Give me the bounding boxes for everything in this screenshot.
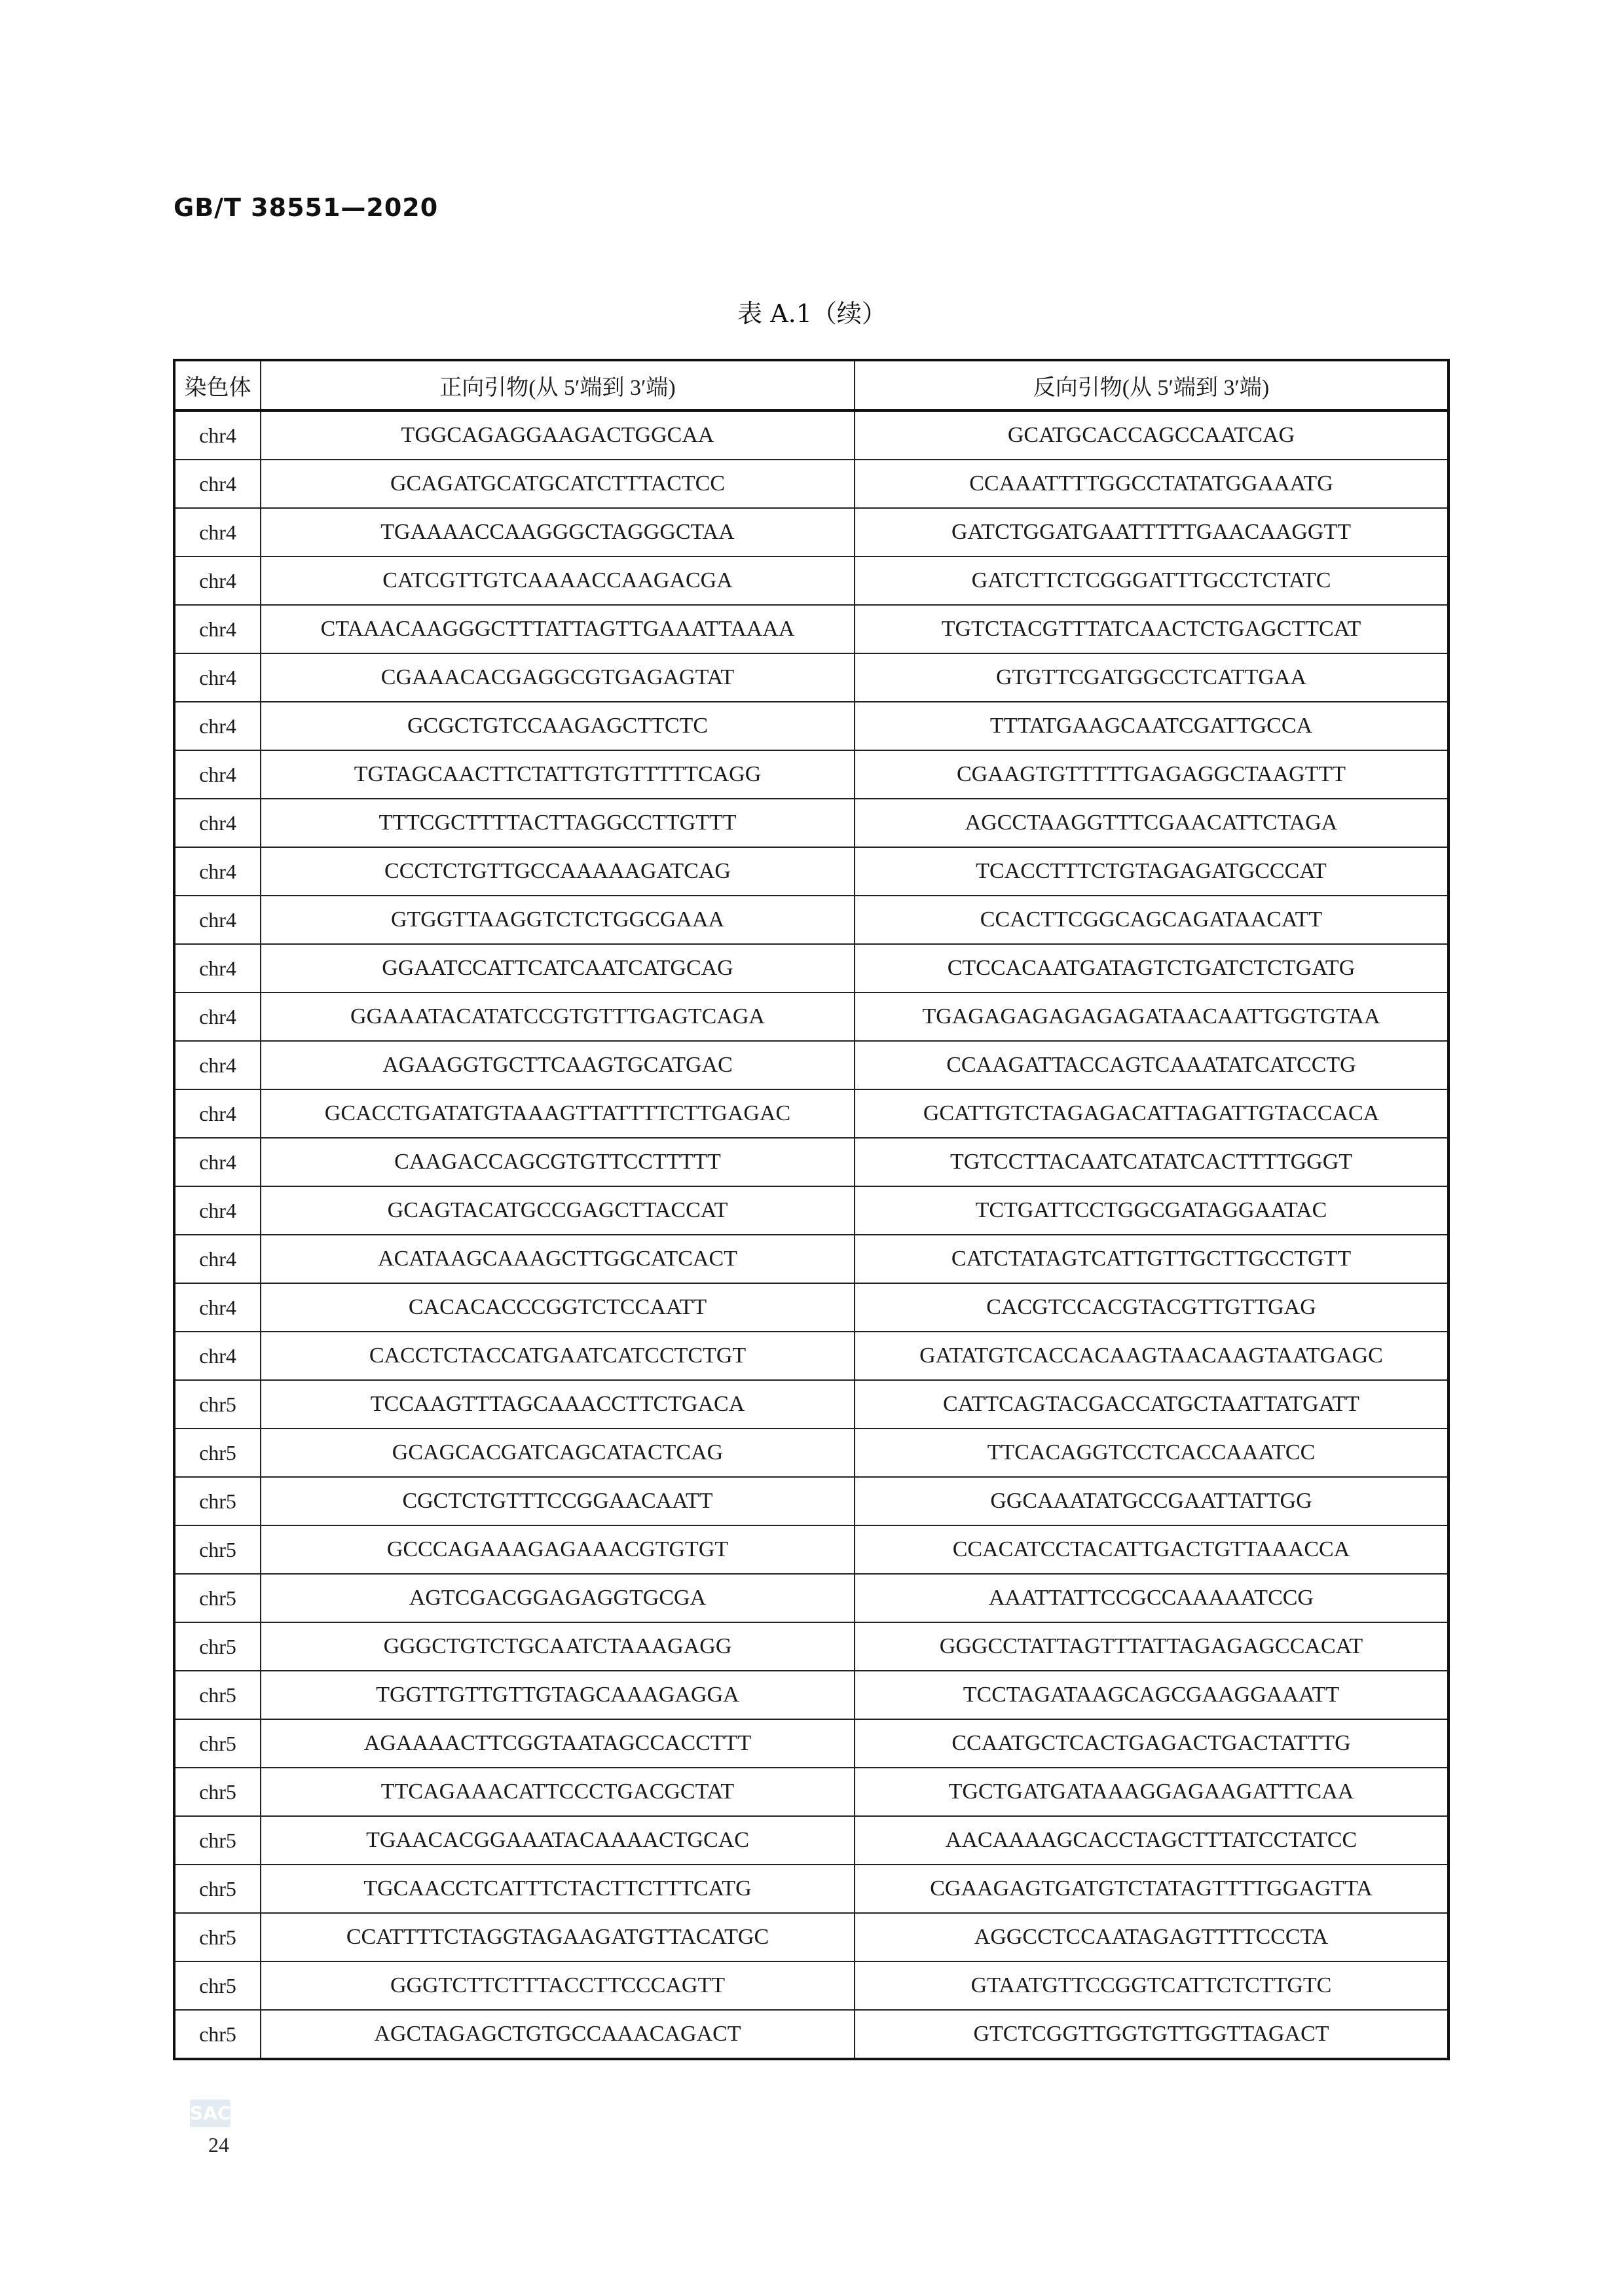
chromosome-cell: chr5 xyxy=(174,1671,261,1719)
chromosome-cell: chr5 xyxy=(174,1574,261,1622)
forward-primer-cell: AGCTAGAGCTGTGCCAAACAGACT xyxy=(261,2010,855,2059)
reverse-primer-cell: CGAAGTGTTTTTGAGAGGCTAAGTTT xyxy=(855,750,1449,799)
forward-primer-cell: GTGGTTAAGGTCTCTGGCGAAA xyxy=(261,896,855,944)
table-row xyxy=(174,1332,1449,1380)
table-row xyxy=(174,1865,1449,1913)
reverse-primer-cell: TCACCTTTCTGTAGAGATGCCCAT xyxy=(855,847,1449,896)
reverse-primer-cell: GCATTGTCTAGAGACATTAGATTGTACCACA xyxy=(855,1089,1449,1138)
chromosome-cell: chr4 xyxy=(174,1089,261,1138)
chromosome-cell: chr4 xyxy=(174,556,261,605)
header-reverse-primer: 反向引物(从 5′端到 3′端) xyxy=(855,360,1449,410)
chromosome-cell: chr4 xyxy=(174,410,261,460)
table-row xyxy=(174,1283,1449,1332)
forward-primer-cell: TGAAAACCAAGGGCTAGGGCTAA xyxy=(261,508,855,556)
table-row xyxy=(174,799,1449,847)
header-forward-primer: 正向引物(从 5′端到 3′端) xyxy=(261,360,855,410)
forward-primer-cell: TGGCAGAGGAAGACTGGCAA xyxy=(261,410,855,460)
table-row xyxy=(174,653,1449,702)
reverse-primer-cell: CACGTCCACGTACGTTGTTGAG xyxy=(855,1283,1449,1332)
table-row xyxy=(174,508,1449,556)
standard-code: GB/T 38551—2020 xyxy=(174,193,439,222)
reverse-primer-cell: AACAAAAGCACCTAGCTTTATCCTATCC xyxy=(855,1816,1449,1865)
forward-primer-cell: TGCAACCTCATTTCTACTTCTTTCATG xyxy=(261,1865,855,1913)
table-body xyxy=(174,410,1449,2059)
forward-primer-cell: TCCAAGTTTAGCAAACCTTCTGACA xyxy=(261,1380,855,1429)
forward-primer-cell: CCCTCTGTTGCCAAAAAGATCAG xyxy=(261,847,855,896)
table-row xyxy=(174,1913,1449,1961)
chromosome-cell: chr4 xyxy=(174,944,261,993)
forward-primer-cell: GCAGTACATGCCGAGCTTACCAT xyxy=(261,1186,855,1235)
reverse-primer-cell: CATCTATAGTCATTGTTGCTTGCCTGTT xyxy=(855,1235,1449,1283)
sac-logo: SAC xyxy=(190,2100,231,2127)
table-row xyxy=(174,1574,1449,1622)
reverse-primer-cell: GATATGTCACCACAAGTAACAAGTAATGAGC xyxy=(855,1332,1449,1380)
forward-primer-cell: CCATTTTCTAGGTAGAAGATGTTACATGC xyxy=(261,1913,855,1961)
table-row xyxy=(174,1525,1449,1574)
reverse-primer-cell: CTCCACAATGATAGTCTGATCTCTGATG xyxy=(855,944,1449,993)
table-row xyxy=(174,556,1449,605)
reverse-primer-cell: TTCACAGGTCCTCACCAAATCC xyxy=(855,1429,1449,1477)
reverse-primer-cell: TGTCCTTACAATCATATCACTTTTGGGT xyxy=(855,1138,1449,1186)
table-caption: 表 A.1（续） xyxy=(737,299,887,328)
reverse-primer-cell: GTAATGTTCCGGTCATTCTCTTGTC xyxy=(855,1961,1449,2010)
forward-primer-cell: GGGCTGTCTGCAATCTAAAGAGG xyxy=(261,1622,855,1671)
reverse-primer-cell: TGAGAGAGAGAGAGATAACAATTGGTGTAA xyxy=(855,993,1449,1041)
reverse-primer-cell: CCAAGATTACCAGTCAAATATCATCCTG xyxy=(855,1041,1449,1089)
table-row xyxy=(174,1380,1449,1429)
chromosome-cell: chr5 xyxy=(174,1525,261,1574)
table-row xyxy=(174,1961,1449,2010)
chromosome-cell: chr5 xyxy=(174,1913,261,1961)
chromosome-cell: chr4 xyxy=(174,993,261,1041)
forward-primer-cell: GGGTCTTCTTTACCTTCCCAGTT xyxy=(261,1961,855,2010)
forward-primer-cell: GGAAATACATATCCGTGTTTGAGTCAGA xyxy=(261,993,855,1041)
forward-primer-cell: TTCAGAAACATTCCCTGACGCTAT xyxy=(261,1768,855,1816)
forward-primer-cell: GCAGATGCATGCATCTTTACTCC xyxy=(261,460,855,508)
chromosome-cell: chr5 xyxy=(174,1380,261,1429)
table-row xyxy=(174,1622,1449,1671)
forward-primer-cell: AGAAGGTGCTTCAAGTGCATGAC xyxy=(261,1041,855,1089)
chromosome-cell: chr4 xyxy=(174,1041,261,1089)
table-row xyxy=(174,702,1449,750)
chromosome-cell: chr4 xyxy=(174,653,261,702)
forward-primer-cell: TGGTTGTTGTTGTAGCAAAGAGGA xyxy=(261,1671,855,1719)
table-row xyxy=(174,993,1449,1041)
chromosome-cell: chr5 xyxy=(174,1865,261,1913)
forward-primer-cell: AGAAAACTTCGGTAATAGCCACCTTT xyxy=(261,1719,855,1768)
table-row xyxy=(174,1477,1449,1525)
chromosome-cell: chr4 xyxy=(174,508,261,556)
reverse-primer-cell: TCTGATTCCTGGCGATAGGAATAC xyxy=(855,1186,1449,1235)
reverse-primer-cell: CCAAATTTTGGCCTATATGGAAATG xyxy=(855,460,1449,508)
reverse-primer-cell: GATCTGGATGAATTTTTGAACAAGGTT xyxy=(855,508,1449,556)
reverse-primer-cell: GTGTTCGATGGCCTCATTGAA xyxy=(855,653,1449,702)
forward-primer-cell: GCAGCACGATCAGCATACTCAG xyxy=(261,1429,855,1477)
table-row xyxy=(174,2010,1449,2059)
chromosome-cell: chr4 xyxy=(174,847,261,896)
header-row xyxy=(174,360,1449,410)
table-row xyxy=(174,1138,1449,1186)
table-header xyxy=(174,360,1449,410)
table-row xyxy=(174,1429,1449,1477)
forward-primer-cell: CACCTCTACCATGAATCATCCTCTGT xyxy=(261,1332,855,1380)
chromosome-cell: chr4 xyxy=(174,702,261,750)
forward-primer-cell: CGCTCTGTTTCCGGAACAATT xyxy=(261,1477,855,1525)
forward-primer-cell: GCCCAGAAAGAGAAACGTGTGT xyxy=(261,1525,855,1574)
chromosome-cell: chr5 xyxy=(174,1429,261,1477)
table-row xyxy=(174,1041,1449,1089)
primer-table xyxy=(173,359,1450,2060)
chromosome-cell: chr4 xyxy=(174,605,261,653)
chromosome-cell: chr4 xyxy=(174,1332,261,1380)
reverse-primer-cell: GTCTCGGTTGGTGTTGGTTAGACT xyxy=(855,2010,1449,2059)
chromosome-cell: chr5 xyxy=(174,1622,261,1671)
chromosome-cell: chr4 xyxy=(174,1235,261,1283)
reverse-primer-cell: CGAAGAGTGATGTCTATAGTTTTGGAGTTA xyxy=(855,1865,1449,1913)
forward-primer-cell: GCGCTGTCCAAGAGCTTCTC xyxy=(261,702,855,750)
chromosome-cell: chr5 xyxy=(174,1961,261,2010)
reverse-primer-cell: AGGCCTCCAATAGAGTTTTCCCTA xyxy=(855,1913,1449,1961)
reverse-primer-cell: TGTCTACGTTTATCAACTCTGAGCTTCAT xyxy=(855,605,1449,653)
reverse-primer-cell: TGCTGATGATAAAGGAGAAGATTTCAA xyxy=(855,1768,1449,1816)
reverse-primer-cell: GGGCCTATTAGTTTATTAGAGAGCCACAT xyxy=(855,1622,1449,1671)
chromosome-cell: chr5 xyxy=(174,2010,261,2059)
reverse-primer-cell: CCAATGCTCACTGAGACTGACTATTTG xyxy=(855,1719,1449,1768)
chromosome-cell: chr5 xyxy=(174,1816,261,1865)
chromosome-cell: chr4 xyxy=(174,1186,261,1235)
table-row xyxy=(174,1768,1449,1816)
table-row xyxy=(174,410,1449,460)
forward-primer-cell: CTAAACAAGGGCTTTATTAGTTGAAATTAAAA xyxy=(261,605,855,653)
chromosome-cell: chr5 xyxy=(174,1477,261,1525)
reverse-primer-cell: GATCTTCTCGGGATTTGCCTCTATC xyxy=(855,556,1449,605)
table-row xyxy=(174,605,1449,653)
forward-primer-cell: GCACCTGATATGTAAAGTTATTTTCTTGAGAC xyxy=(261,1089,855,1138)
forward-primer-cell: CACACACCCGGTCTCCAATT xyxy=(261,1283,855,1332)
chromosome-cell: chr4 xyxy=(174,799,261,847)
page-number: 24 xyxy=(208,2133,229,2157)
table-row xyxy=(174,1089,1449,1138)
table-row xyxy=(174,1235,1449,1283)
forward-primer-cell: CGAAACACGAGGCGTGAGAGTAT xyxy=(261,653,855,702)
chromosome-cell: chr4 xyxy=(174,750,261,799)
reverse-primer-cell: CCACTTCGGCAGCAGATAACATT xyxy=(855,896,1449,944)
table-row xyxy=(174,1719,1449,1768)
forward-primer-cell: AGTCGACGGAGAGGTGCGA xyxy=(261,1574,855,1622)
forward-primer-cell: TTTCGCTTTTACTTAGGCCTTGTTT xyxy=(261,799,855,847)
forward-primer-cell: CAAGACCAGCGTGTTCCTTTTT xyxy=(261,1138,855,1186)
table-row xyxy=(174,847,1449,896)
reverse-primer-cell: AGCCTAAGGTTTCGAACATTCTAGA xyxy=(855,799,1449,847)
reverse-primer-cell: GGCAAATATGCCGAATTATTGG xyxy=(855,1477,1449,1525)
reverse-primer-cell: TCCTAGATAAGCAGCGAAGGAAATT xyxy=(855,1671,1449,1719)
forward-primer-cell: CATCGTTGTCAAAACCAAGACGA xyxy=(261,556,855,605)
table-row xyxy=(174,1816,1449,1865)
forward-primer-cell: ACATAAGCAAAGCTTGGCATCACT xyxy=(261,1235,855,1283)
chromosome-cell: chr4 xyxy=(174,1138,261,1186)
reverse-primer-cell: CATTCAGTACGACCATGCTAATTATGATT xyxy=(855,1380,1449,1429)
table-row xyxy=(174,1671,1449,1719)
forward-primer-cell: GGAATCCATTCATCAATCATGCAG xyxy=(261,944,855,993)
chromosome-cell: chr5 xyxy=(174,1768,261,1816)
chromosome-cell: chr4 xyxy=(174,460,261,508)
table-row xyxy=(174,1186,1449,1235)
table-row xyxy=(174,944,1449,993)
table-row xyxy=(174,750,1449,799)
reverse-primer-cell: AAATTATTCCGCCAAAAATCCG xyxy=(855,1574,1449,1622)
table-row xyxy=(174,896,1449,944)
reverse-primer-cell: CCACATCCTACATTGACTGTTAAACCA xyxy=(855,1525,1449,1574)
reverse-primer-cell: TTTATGAAGCAATCGATTGCCA xyxy=(855,702,1449,750)
chromosome-cell: chr4 xyxy=(174,1283,261,1332)
chromosome-cell: chr4 xyxy=(174,896,261,944)
chromosome-cell: chr5 xyxy=(174,1719,261,1768)
header-chromosome: 染色体 xyxy=(174,360,261,410)
reverse-primer-cell: GCATGCACCAGCCAATCAG xyxy=(855,410,1449,460)
forward-primer-cell: TGAACACGGAAATACAAAACTGCAC xyxy=(261,1816,855,1865)
forward-primer-cell: TGTAGCAACTTCTATTGTGTTTTTCAGG xyxy=(261,750,855,799)
table-row xyxy=(174,460,1449,508)
